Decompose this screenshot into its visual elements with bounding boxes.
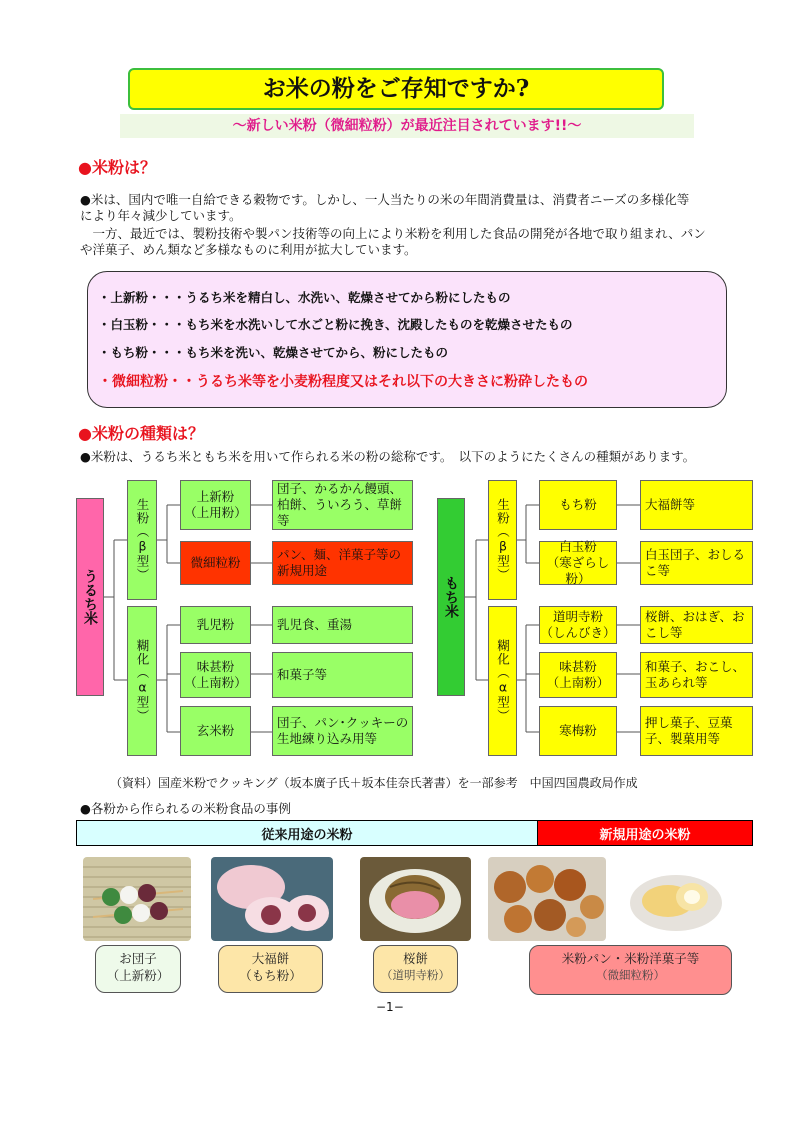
section-heading-rice-flour: ●米粉は？ (78, 158, 156, 177)
flour-mijinko: 味甚粉 （上南粉） (180, 652, 251, 698)
food-label-daifuku (218, 945, 323, 993)
types-intro: ●米粉は、うるち米ともち米を用いて作られる米の粉の総称です。 以下のようにたくさんの種類があります。 (80, 449, 696, 464)
conventional-usage-bar: 従来用途の米粉 (76, 820, 538, 846)
intro-line: や洋菓子、めん類など多様なものに利用が拡大しています。 (80, 242, 417, 257)
intro-line: により年々減少しています。 (80, 208, 242, 223)
flour-nyujiko: 乳児粉 (180, 606, 251, 644)
definition-mochiko: ・もち粉・・・もち米を洗い、乾燥させてから、粉にしたもの (98, 345, 449, 360)
use-domyojiko: 桜餅、おはぎ、おこし等 (640, 606, 753, 644)
mochi-rice-label: もち米 (437, 498, 465, 696)
use-genmaiko: 団子、パン･クッキーの生地練り込み用等 (272, 706, 413, 756)
food-flour: （道明寺粉） (381, 968, 450, 982)
flour-domyojiko: 道明寺粉 （しんびき） (539, 606, 617, 644)
definition-joshinko: ・上新粉・・・うるち米を精白し、水洗い、乾燥させてから粉にしたもの (98, 290, 511, 305)
dango-photo (83, 857, 191, 941)
use-bisairyufun: パン、麺、洋菓子等の新規用途 (272, 541, 413, 585)
food-label-sakuramochi (373, 945, 458, 993)
definition-shiratamako: ・白玉粉・・・もち米を水洗いして水ごと粉に挽き、沈殿したものを乾燥させたもの (98, 317, 573, 332)
use-mijinko: 和菓子等 (272, 652, 413, 698)
mochi-raw-category: 生粉（β型） (488, 480, 517, 600)
food-name: 大福餅 (251, 951, 290, 966)
sakuramochi-photo (360, 857, 471, 941)
flour-shiratamako: 白玉粉 （寒ざらし粉） (539, 541, 617, 585)
use-mijinko-mochi: 和菓子、おこし、玉あられ等 (640, 652, 753, 698)
uruchi-rice-label: うるち米 (76, 498, 104, 696)
page-subtitle: 〜新しい米粉（微細粒粉）が最近注目されています!!〜 (120, 114, 694, 138)
use-joshinko: 団子、かるかん饅頭、柏餅、ういろう、草餅等 (272, 480, 413, 530)
food-name: お団子 (119, 951, 157, 966)
section-heading-types: ●米粉の種類は？ (78, 424, 204, 443)
flour-kanbaiko: 寒梅粉 (539, 706, 617, 756)
use-nyujiko: 乳児食、重湯 (272, 606, 413, 644)
intro-line: ●米は、国内で唯一自給できる穀物です。しかし、一人当たりの米の年間消費量は、消費者ニーズの多様化等 (80, 192, 690, 207)
flour-bisairyufun: 微細粒粉 (180, 541, 251, 585)
examples-heading: ●各粉から作られるの米粉食品の事例 (80, 801, 291, 816)
food-flour: （もち粉） (239, 968, 302, 983)
page-number: −1− (376, 1000, 404, 1014)
definition-bisairyufun: ・微細粒粉・・うるち米等を小麦粉程度又はそれ以下の大きさに粉砕したもの (98, 374, 588, 390)
page-title: お米の粉をご存知ですか? (128, 68, 664, 110)
food-name: 米粉パン・米粉洋菓子等 (561, 951, 700, 966)
komeko-bread-photo (488, 857, 606, 941)
use-mochiko: 大福餅等 (640, 480, 753, 530)
flour-joshinko: 上新粉 （上用粉） (180, 480, 251, 530)
flour-genmaiko: 玄米粉 (180, 706, 251, 756)
food-flour: （微細粒粉） (596, 968, 665, 982)
daifuku-photo (211, 857, 333, 941)
use-shiratamako: 白玉団子、おしるこ等 (640, 541, 753, 585)
food-label-dango (95, 945, 181, 993)
food-name: 桜餅 (402, 951, 428, 966)
uruchi-gelatinized-category: 糊化（α型） (127, 606, 157, 756)
roll-cake-photo (622, 857, 730, 941)
food-flour: （上新粉） (106, 968, 170, 983)
intro-line: 一方、最近では、製粉技術や製パン技術等の向上により米粉を利用した食品の開発が各地で取り組まれ、パン (80, 226, 706, 241)
use-kanbaiko: 押し菓子、豆菓子、製菓用等 (640, 706, 753, 756)
flour-mijinko-mochi: 味甚粉 （上南粉） (539, 652, 617, 698)
new-usage-bar: 新規用途の米粉 (537, 820, 753, 846)
uruchi-raw-category: 生粉（β型） (127, 480, 157, 600)
mochi-gelatinized-category: 糊化（α型） (488, 606, 517, 756)
food-label-komeko-bread (529, 945, 732, 995)
source-note: （資料）国産米粉でクッキング（坂本廣子氏＋坂本佳奈氏著書）を一部参考 中国四国農政局作成 (110, 776, 638, 790)
flour-mochiko: もち粉 (539, 480, 617, 530)
